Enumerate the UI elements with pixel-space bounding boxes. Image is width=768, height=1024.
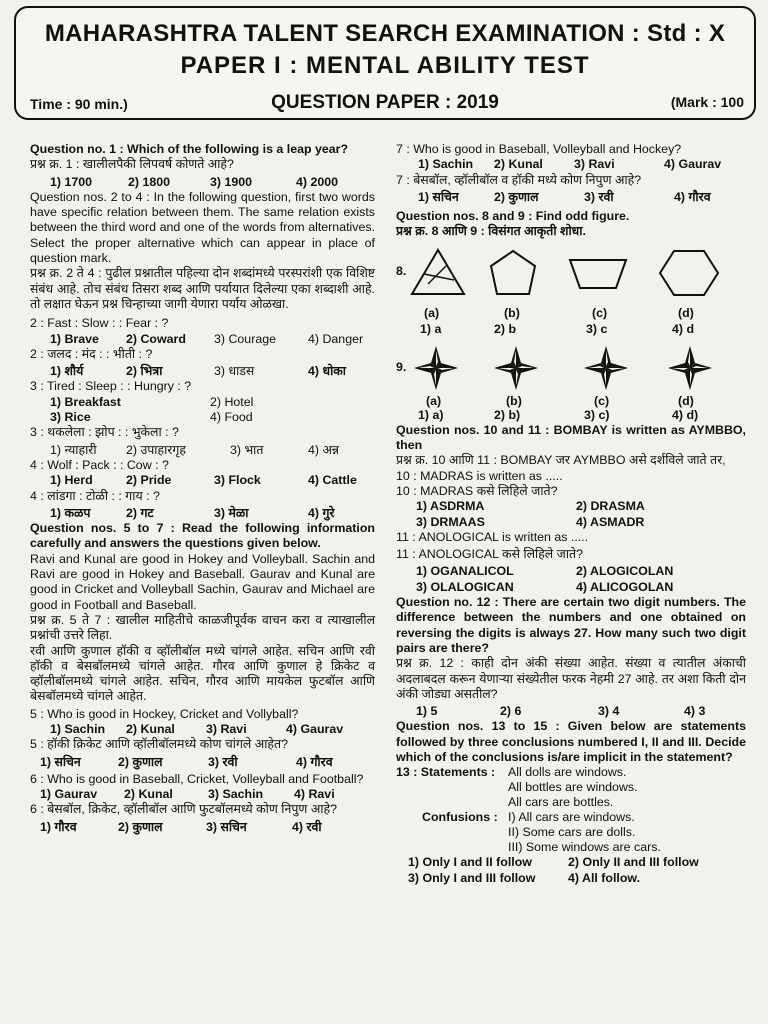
option[interactable]: 1) न्याहारी	[50, 442, 97, 457]
option[interactable]: 2) Coward	[126, 331, 186, 346]
option[interactable]: 2) DRASMA	[576, 499, 645, 514]
option[interactable]: 2) Kunal	[124, 787, 173, 802]
question-1-en: Question no. 1 : Which of the following is a leap year?	[30, 142, 349, 156]
option[interactable]: 3) सचिन	[206, 819, 247, 834]
question-paper-label: QUESTION PAPER : 2019	[271, 92, 499, 113]
option[interactable]: 4) अन्न	[308, 442, 339, 457]
question-2-en: 2 : Fast : Slow : : Fear : ?	[30, 316, 169, 331]
figure-label: (d)	[678, 393, 694, 408]
question-13-statements	[396, 765, 746, 810]
option[interactable]: 4) रवी	[292, 819, 322, 834]
question-9-number: 9.	[396, 359, 407, 374]
option[interactable]: 1) 5	[416, 704, 438, 719]
question-13-options-row1	[396, 855, 746, 870]
question-3-options-en-row1	[30, 395, 375, 410]
question-3-en: 3 : Tired : Sleep : : Hungry : ?	[30, 379, 192, 394]
option[interactable]: 2) Only II and III follow	[568, 855, 699, 870]
option[interactable]: 2) कुणाल	[118, 754, 163, 769]
figure-label: (a)	[424, 305, 440, 320]
question-4-en: 4 : Wolf : Pack : : Cow : ?	[30, 457, 169, 472]
statement: All bottles are windows.	[508, 780, 638, 795]
option[interactable]: 3) c)	[584, 407, 610, 422]
question-11-options-row2	[396, 580, 746, 595]
option[interactable]: 4) d)	[672, 407, 699, 422]
option[interactable]: 2) कुणाल	[118, 819, 163, 834]
question-3-options-mr	[30, 443, 375, 458]
option[interactable]: 4) All follow.	[568, 870, 641, 885]
question-3-mr: 3 : थकलेला : झोप : : भुकेला : ?	[30, 425, 179, 440]
left-column	[30, 142, 375, 835]
question-7-options-mr	[396, 190, 746, 205]
question-10-mr: 10 : MADRAS कसे लिहिले जाते?	[396, 483, 558, 498]
option[interactable]: 3) रवी	[208, 754, 238, 769]
question-8-figures	[396, 246, 746, 306]
option[interactable]: 4) 2000	[296, 174, 339, 189]
option[interactable]: 1) सचिन	[418, 189, 459, 204]
question-8-number: 8.	[396, 263, 407, 278]
figure-label: (c)	[592, 305, 608, 320]
statement: All dolls are windows.	[508, 765, 627, 780]
question-10-options-row2	[396, 515, 746, 530]
option[interactable]: 1) a	[420, 321, 442, 336]
conclusion: II) Some cars are dolls.	[508, 825, 636, 840]
option[interactable]: 3) 4	[598, 704, 620, 719]
figure-label: (b)	[504, 305, 520, 320]
option[interactable]: 2) गट	[126, 505, 154, 520]
question-10-en: 10 : MADRAS is written as .....	[396, 468, 563, 483]
question-10-options-row1	[396, 499, 746, 514]
question-6-en: 6 : Who is good in Baseball, Cricket, Volleyball and Football?	[30, 771, 364, 786]
option[interactable]: 2) Kunal	[494, 157, 543, 172]
option[interactable]: 3) DRMAAS	[416, 514, 485, 529]
question-7-en: 7 : Who is good in Baseball, Volleyball and Hockey?	[396, 142, 682, 156]
question-10-11-instructions-mr: प्रश्न क्र. 10 आणि 11 : BOMBAY जर AYMBBO असे दर्शविले जाते तर,	[396, 453, 726, 468]
option[interactable]: 2) Kunal	[126, 721, 175, 736]
question-5-en: 5 : Who is good in Hockey, Cricket and Vollyball?	[30, 706, 299, 721]
option[interactable]: 1) Herd	[50, 473, 93, 488]
figure-label: (d)	[678, 305, 694, 320]
question-5-7-info-mr: रवी आणि कुणाल हॉकी व व्हॉलीबॉल मध्ये चांगले आहेत. सचिन आणि रवी हॉकी व बेसबॉलमध्ये चांगले आहेत. गौरव आणि कुणाल हे क्रिकेट व व्हॉलीबॉलमध्ये चांगले आहेत. सचिन, गौरव आणि मायकेल फुटबॉल आणि बेसबॉलमध्ये चांगले आहेत.	[30, 643, 375, 704]
question-12-options	[396, 704, 746, 719]
question-5-options-en	[30, 722, 375, 737]
option[interactable]: 4) Ravi	[294, 787, 335, 802]
conclusion: III) Some windows are cars.	[508, 840, 661, 855]
question-6-mr: 6 : बेसबॉल, क्रिकेट, व्हॉलीबॉल आणि फुटबॉलमध्ये कोण निपुण आहे?	[30, 802, 337, 817]
hexagon-figure[interactable]	[658, 248, 720, 298]
figure-label: (a)	[426, 393, 442, 408]
question-2-4-instructions-en: Question nos. 2 to 4 : In the following question, first two words have specific relation between them. The same relation exists between the third word and one of the words from alternatives. Select the proper alternative which can appear in place of question mark.	[30, 189, 375, 266]
option[interactable]: 2) 6	[500, 704, 522, 719]
question-8-9-instructions-en: Question nos. 8 and 9 : Find odd figure.	[396, 209, 630, 224]
question-5-options-mr	[30, 755, 375, 770]
option[interactable]: 1) Sachin	[50, 721, 106, 736]
option[interactable]: 1) Brave	[50, 331, 99, 346]
option[interactable]: 1) Sachin	[418, 157, 474, 172]
question-9-labels	[396, 394, 746, 408]
question-8-9-instructions-mr: प्रश्न क्र. 8 आणि 9 : विसंगत आकृती शोधा.	[396, 224, 586, 239]
option[interactable]: 2) b	[494, 321, 517, 336]
option[interactable]: 4) Danger	[308, 331, 364, 346]
question-11-en: 11 : ANOLOGICAL is written as .....	[396, 529, 589, 544]
question-2-options-en	[30, 332, 375, 347]
question-7-options-en	[396, 157, 746, 172]
option[interactable]: 2) कुणाल	[494, 189, 539, 204]
question-10-11-instructions-en: Question nos. 10 and 11 : BOMBAY is written as AYMBBO, then	[396, 422, 746, 453]
star-figure-c[interactable]	[582, 344, 630, 392]
option[interactable]: 2) b)	[494, 407, 521, 422]
option[interactable]: 1) सचिन	[40, 754, 81, 769]
statements-label: 13 : Statements :	[396, 765, 496, 780]
option[interactable]: 1) कळप	[50, 505, 91, 520]
option[interactable]: 3) Ravi	[574, 157, 615, 172]
question-6-options-mr	[30, 820, 375, 835]
question-13-conclusions	[396, 810, 746, 855]
trapezium-figure[interactable]	[568, 256, 628, 292]
option[interactable]: 3) मेळा	[214, 505, 249, 520]
question-8-options	[396, 322, 746, 338]
question-5-7-instructions-en: Question nos. 5 to 7 : Read the following information carefully and answers the questions given below.	[30, 521, 375, 551]
star-figure-d[interactable]	[666, 344, 714, 392]
question-5-mr: 5 : हॉकी क्रिकेट आणि व्हॉलीबॉलमध्ये कोण चांगले आहेत?	[30, 737, 288, 752]
option[interactable]: 1) गौरव	[40, 819, 77, 834]
time-label: Time : 90 min.)	[30, 96, 128, 112]
option[interactable]: 1) Gaurav	[40, 787, 98, 802]
question-2-4-instructions-mr: प्रश्न क्र. 2 ते 4 : पुढील प्रश्नातील पहिल्या दोन शब्दांमध्ये परस्परांशी एक विशिष्ट संबंध आहे. तोच संबंध तिसरा शब्द आणि पर्यायात दिलेल्या एका शब्दाशी आहे. तो लक्षात घेऊन प्रश्न चिन्हाच्या जागी येणारा पर्याय ओळखा.	[30, 266, 375, 311]
question-4-options-en	[30, 473, 375, 488]
exam-header	[14, 6, 756, 120]
statement: All cars are bottles.	[508, 795, 614, 810]
question-13-15-instructions-en: Question nos. 13 to 15 : Given below are statements followed by three conclusions numbered I, II and III. Decide which of the conclusions is/are implicit in the statement?	[396, 719, 746, 765]
option[interactable]: 1) Breakfast	[50, 394, 121, 409]
question-6-options-en	[30, 787, 375, 802]
option[interactable]: 3) Ravi	[206, 721, 247, 736]
option[interactable]: 3) Only I and III follow	[408, 870, 536, 885]
question-9-figures	[396, 344, 746, 394]
question-7-mr: 7 : बेसबॉल, व्हॉलीबॉल व हॉकी मध्ये कोण निपुण आहे?	[396, 172, 642, 187]
triangle-figure[interactable]	[410, 246, 466, 298]
option[interactable]: 4) Food	[210, 410, 253, 425]
option[interactable]: 1) ASDRMA	[416, 499, 485, 514]
question-8-labels	[396, 306, 746, 322]
option[interactable]: 1) a)	[418, 407, 444, 422]
pentagon-figure[interactable]	[488, 248, 538, 298]
option[interactable]: 3) धाडस	[214, 364, 255, 379]
figure-label: (c)	[594, 393, 610, 408]
option[interactable]: 2) भित्रा	[126, 364, 163, 379]
figure-label: (b)	[506, 393, 522, 408]
question-12-en: Question no. 12 : There are certain two digit numbers. The difference between the numbers and one obtained on reversing the digits is always 27. How many such two digit pairs are there?	[396, 595, 746, 655]
star-figure-b[interactable]	[492, 344, 540, 392]
right-column	[396, 142, 746, 886]
option[interactable]: 3) Rice	[50, 410, 91, 425]
question-5-7-info-en: Ravi and Kunal are good in Hokey and Volleyball. Sachin and Ravi are good in Hokey and Baseball. Gaurav and Kunal are good in Cricket and Volleyball Sachin, Gaurav and Michael are good in Football and Baseball.	[30, 551, 375, 612]
option[interactable]: 3) Sachin	[208, 787, 264, 802]
question-12-mr: प्रश्न क्र. 12 : काही दोन अंकी संख्या आहेत. संख्या व त्यातील अंकाची अदलाबदल करून येणाऱ्या संख्येतील फरक नेहमी 27 आहे. तर अशा किती दोन अंकी जोड्या असतील?	[396, 656, 746, 701]
question-2-options-mr	[30, 364, 375, 379]
conclusion: I) All cars are windows.	[508, 810, 635, 825]
question-11-mr: 11 : ANOLOGICAL कसे लिहिले जाते?	[396, 547, 583, 562]
question-13-options-row2	[396, 871, 746, 886]
star-figure-a[interactable]	[412, 344, 460, 392]
question-3-options-en-row2	[30, 410, 375, 425]
option[interactable]: 3) Courage	[214, 331, 276, 346]
option[interactable]: 2) 1800	[128, 174, 171, 189]
question-1-mr: प्रश्न क्र. 1 : खालीलपैकी लिपवर्ष कोणते आहे?	[30, 157, 234, 172]
option[interactable]: 4) ALICOGOLAN	[576, 579, 674, 594]
question-1-options	[30, 175, 375, 190]
question-9-options	[396, 408, 746, 423]
option[interactable]: 4) धोका	[308, 364, 347, 379]
option[interactable]: 2) उपाहारगृह	[126, 442, 186, 457]
option[interactable]: 2) ALOGICOLAN	[576, 564, 674, 579]
option[interactable]: 3) Flock	[214, 473, 261, 488]
option[interactable]: 4) Gaurav	[664, 157, 722, 172]
option[interactable]: 2) Hotel	[210, 394, 254, 409]
option[interactable]: 1) OGANALICOL	[416, 564, 514, 579]
option[interactable]: 4) d	[672, 321, 695, 336]
question-4-options-mr	[30, 506, 375, 521]
option[interactable]: 4) Gaurav	[286, 721, 344, 736]
option[interactable]: 3) OLALOGICAN	[416, 579, 514, 594]
paper-title: PAPER I : MENTAL ABILITY TEST	[180, 52, 590, 79]
option[interactable]: 1) 1700	[50, 174, 93, 189]
option[interactable]: 3) रवी	[584, 189, 614, 204]
option[interactable]: 1) शौर्य	[50, 364, 84, 379]
question-5-7-instructions-mr: प्रश्न क्र. 5 ते 7 : खालील माहितीचे काळजीपूर्वक वाचन करा व त्याखालील प्रश्नांची उत्तरे लिहा.	[30, 612, 375, 643]
option[interactable]: 4) Cattle	[308, 473, 357, 488]
question-4-mr: 4 : लांडगा : टोळी : : गाय : ?	[30, 488, 160, 503]
option[interactable]: 1) Only I and II follow	[408, 855, 532, 870]
conclusions-label: Confusions :	[422, 810, 498, 825]
option[interactable]: 3) c	[586, 321, 608, 336]
exam-title: MAHARASHTRA TALENT SEARCH EXAMINATION : Std : X	[44, 20, 726, 47]
option[interactable]: 2) Pride	[126, 473, 172, 488]
question-11-options-row1	[396, 564, 746, 579]
option[interactable]: 3) भात	[230, 442, 264, 457]
option[interactable]: 4) गौरव	[674, 189, 711, 204]
option[interactable]: 4) गुरे	[308, 505, 335, 520]
option[interactable]: 4) ASMADR	[576, 514, 645, 529]
question-2-mr: 2 : जलद : मंद : : भीती : ?	[30, 346, 153, 361]
option[interactable]: 4) गौरव	[296, 754, 333, 769]
option[interactable]: 3) 1900	[210, 174, 253, 189]
option[interactable]: 4) 3	[684, 704, 706, 719]
marks-label: (Mark : 100	[670, 94, 744, 110]
